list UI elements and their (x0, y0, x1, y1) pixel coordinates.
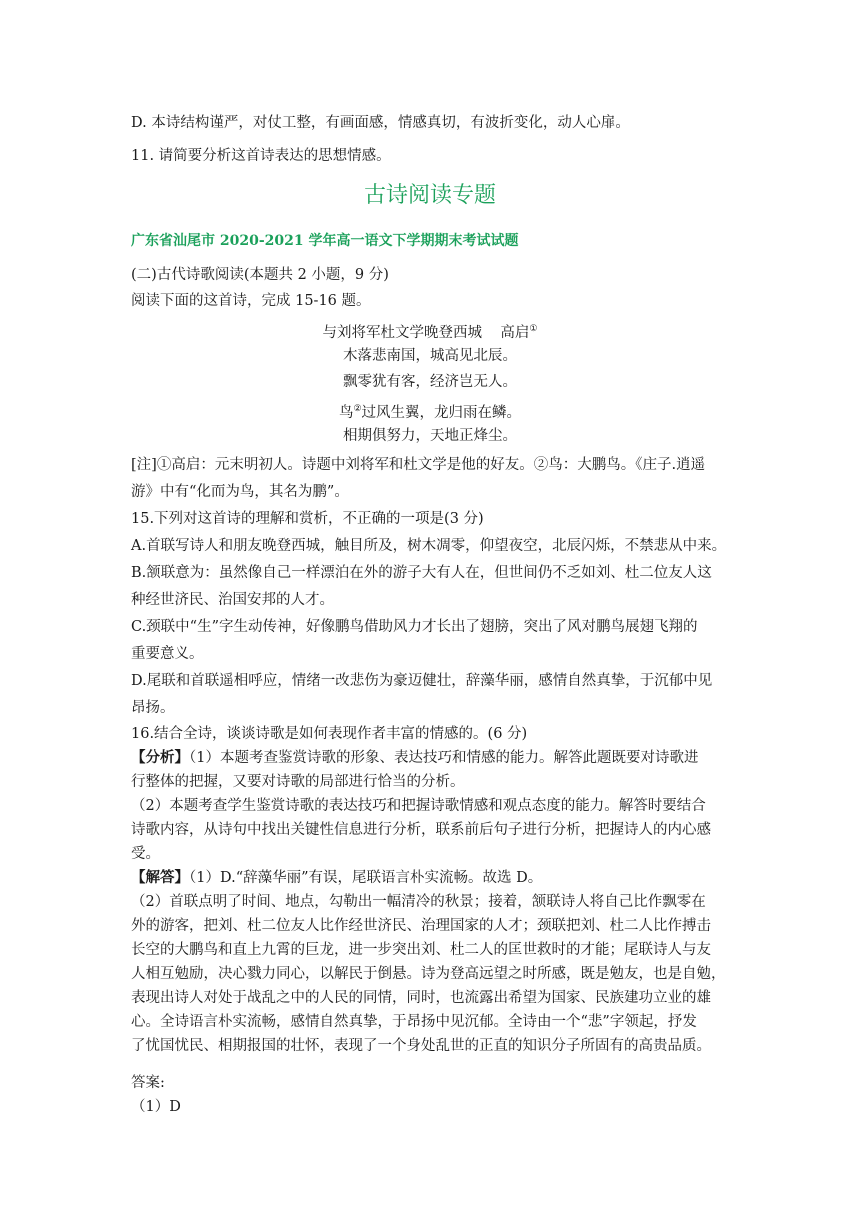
q15-option-b-line-2: 种经世济民、治国安邦的人才。 (131, 592, 334, 608)
q15-option-a: A.首联写诗人和朋友晚登西城，触目所及，树木凋零，仰望夜空，北辰闪烁，不禁悲从中来。 (131, 538, 727, 554)
solution-line-2: （2）首联点明了时间、地点，勾勒出一幅清冷的秋景；接着，颔联诗人将自己比作飘零在 (131, 894, 706, 910)
analysis-label: 【分析】 (131, 749, 189, 766)
solution-line-6: 表现出诗人对处于战乱之中的人民的同情，同时，也流露出希望为国家、民族建功立业的雄 (131, 990, 711, 1006)
analysis-line-3: （2）本题考查学生鉴赏诗歌的表达技巧和把握诗歌情感和观点态度的能力。解答时要结合 (131, 798, 706, 814)
solution-line-5: 人相互勉励，决心戮力同心，以解民于倒悬。诗为登高远望之时所感，既是勉友，也是自勉， (131, 966, 726, 982)
poem-line-1: 木落悲南国，城高见北辰。 (343, 348, 517, 364)
question-15-stem: 15.下列对这首诗的理解和赏析，不正确的一项是(3 分) (131, 511, 484, 527)
analysis-line-2: 行整体的把握，又要对诗歌的局部进行恰当的分析。 (131, 774, 465, 790)
question-16-stem: 16.结合全诗，谈谈诗歌是如何表现作者丰富的情感的。(6 分) (131, 726, 528, 742)
solution-line-4: 长空的大鹏鸟和直上九霄的巨龙，进一步突出刘、杜二人的匡世救时的才能；尾联诗人与友 (131, 942, 711, 958)
q15-option-d-line-2: 昂扬。 (131, 700, 175, 716)
q15-option-c-line-1: C.颈联中“生”字生动传神，好像鹏鸟借助风力才长出了翅膀，突出了风对鹏鸟展翅飞翔的 (131, 619, 698, 635)
poem-line-4: 相期俱努力，天地正烽尘。 (343, 428, 517, 444)
answer-label: 答案: (131, 1075, 165, 1091)
answer-line-1: （1）D (131, 1099, 181, 1115)
solution-label: 【解答】 (131, 869, 189, 886)
analysis-line-1 (131, 748, 698, 768)
note-mark-1: ① (529, 324, 538, 334)
notes-line-1: [注]①高启：元末明初人。诗题中刘将军和杜文学是他的好友。②鸟：大鹏鸟。《庄子.逍遥 (131, 457, 706, 473)
analysis-line-4: 诗歌内容，从诗句中找出关键性信息进行分析，联系前后句子进行分析，把握诗人的内心感 (131, 822, 711, 838)
solution-line-8: 了忧国忧民、相期报国的壮怀，表现了一个身处乱世的正直的知识分子所固有的高贵品质。 (131, 1038, 711, 1054)
solution-text-1: （1）D.“辞藻华丽”有误，尾联语言朴实流畅。故选 D。 (189, 870, 543, 886)
poem-line-2: 飘零犹有客，经济岂无人。 (343, 374, 517, 390)
solution-line-3: 外的游客，把刘、杜二位友人比作经世济民、治理国家的人才；颈联把刘、杜二人比作搏击 (131, 918, 711, 934)
notes-line-2: 游》中有“化而为鸟，其名为鹏”。 (131, 484, 349, 500)
note-mark-2: ② (353, 404, 362, 414)
question-11: 11. 请简要分析这首诗表达的思想情感。 (131, 148, 391, 164)
analysis-text-1: （1）本题考查鉴赏诗歌的形象、表达技巧和情感的能力。解答此题既要对诗歌进 (189, 750, 699, 766)
analysis-line-5: 受。 (131, 846, 160, 862)
page-title: 古诗阅读专题 (363, 183, 496, 208)
poem-title-line (0, 319, 860, 343)
poem-line-3 (0, 399, 860, 423)
poem-title: 与刘将军杜文学晚登西城 (322, 325, 482, 341)
section-instruction: 阅读下面的这首诗，完成 15-16 题。 (131, 293, 371, 309)
solution-line-1 (131, 868, 542, 888)
poem-line-3-start: 鸟 (338, 405, 354, 421)
poem-line-3-end: 过风生翼，龙归雨在鳞。 (361, 405, 522, 421)
solution-line-7: 心。全诗语言朴实流畅，感情自然真挚，于昂扬中见沉郁。全诗由一个“悲”字领起，抒发 (131, 1014, 697, 1030)
source-subtitle: 广东省汕尾市 2020-2021 学年高一语文下学期期末考试试题 (131, 233, 519, 249)
option-d-text: D. 本诗结构谨严，对仗工整，有画面感，情感真切，有波折变化，动人心扉。 (131, 115, 630, 131)
q15-option-d-line-1: D.尾联和首联遥相呼应，情绪一改悲伤为豪迈健壮，辞藻华丽，感情自然真挚，于沉郁中见 (131, 673, 713, 689)
q15-option-b-line-1: B.颔联意为：虽然像自己一样漂泊在外的游子大有人在，但世间仍不乏如刘、杜二位友人这 (131, 565, 712, 581)
poem-author: 高启 (500, 325, 530, 341)
q15-option-c-line-2: 重要意义。 (131, 646, 204, 662)
section-heading: (二)古代诗歌阅读(本题共 2 小题，9 分) (131, 267, 389, 283)
